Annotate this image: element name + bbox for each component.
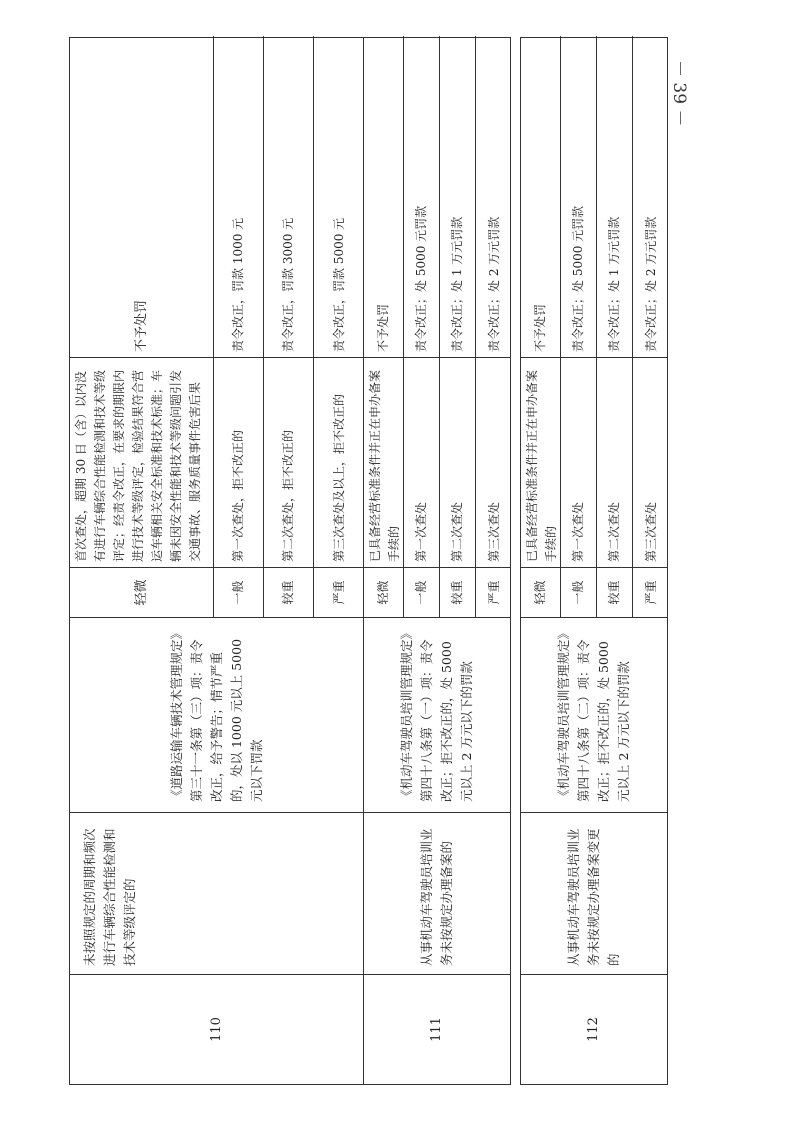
grade-condition: 已具备经营标准条件并正在申办备案手续的 (521, 357, 560, 567)
grade-condition: 第三次查处 (476, 357, 510, 567)
grade-row (633, 36, 667, 617)
legal-basis: 《机动车驾驶员培训管理规定》第四十八条第（一）项：责令改正；拒不改正的，处 5000 元以上 2 万元以下的罚款 (364, 617, 510, 812)
grade-penalty: 不予处罚 (533, 303, 547, 352)
violation-description: 未按照规定的周期和频次进行车辆综合性能检测和技术等级评定的 (70, 812, 363, 974)
grade-condition: 第三次查处 (633, 357, 667, 567)
grade-condition: 第一次查处，拒不改正的 (214, 357, 263, 567)
grade-degree: 严重 (314, 567, 363, 617)
grade-condition: 第二次查处 (440, 357, 475, 567)
grade-penalty: 责令改正；处 1 万元罚款 (607, 216, 621, 352)
grade-condition: 第二次查处，拒不改正的 (264, 357, 313, 567)
grade-condition: 第二次查处 (597, 357, 632, 567)
grade-penalty: 责令改正；处 2 万元罚款 (643, 216, 658, 352)
grade-degree: 较重 (440, 567, 475, 617)
grade-penalty: 责令改正，罚款 3000 元 (281, 217, 295, 352)
grade-row (264, 36, 314, 617)
grade-degree: 一般 (404, 567, 439, 617)
grade-penalty: 责令改正；处 1 万元罚款 (450, 216, 464, 352)
grade-penalty: 责令改正，罚款 1000 元 (231, 217, 245, 352)
grade-degree: 一般 (561, 567, 596, 617)
grade-penalty: 责令改正；处 2 万元罚款 (486, 216, 501, 352)
grade-condition: 已具备经营标准条件并正在申办备案手续的 (364, 357, 403, 567)
item-number: 111 (364, 974, 510, 1084)
table-row (363, 37, 511, 1085)
grade-degree: 较重 (597, 567, 632, 617)
grade-row (561, 36, 597, 617)
legal-basis: 《机动车驾驶员培训管理规定》第四十八条第（二）项：责令改正；拒不改正的，处 5000 元以上 2 万元以下的罚款 (521, 617, 667, 812)
legal-basis: 《道路运输车辆技术管理规定》第三十一条第（三）项：责令改正，给予警告；情节严重的，处以 1000 元以上 5000 元以下罚款 (70, 617, 363, 812)
item-number: 112 (521, 974, 667, 1084)
grade-condition: 第一次查处 (404, 357, 439, 567)
grade-penalty: 不予处罚 (134, 299, 149, 352)
grade-penalty: 不予处罚 (376, 303, 390, 352)
grade-degree: 轻微 (70, 567, 213, 617)
grade-degree: 一般 (214, 567, 263, 617)
violation-description: 从事机动车驾驶员培训业务未按规定办理备案变更的 (521, 812, 667, 974)
penalty-table (69, 37, 699, 1085)
page-number: － 39 － (669, 59, 689, 127)
grade-degree: 轻微 (521, 567, 560, 617)
grade-degree: 轻微 (364, 567, 403, 617)
grade-row (404, 36, 440, 617)
grade-degree: 严重 (476, 567, 510, 617)
grade-table (364, 36, 510, 617)
grade-row (521, 36, 561, 617)
grade-row (440, 36, 476, 617)
grade-row (364, 36, 404, 617)
grade-row (214, 36, 264, 617)
grade-row (597, 36, 633, 617)
table-row (69, 37, 364, 1085)
grade-degree: 较重 (264, 567, 313, 617)
item-number: 110 (70, 974, 363, 1084)
grade-row (70, 36, 214, 617)
grade-penalty: 责令改正；处 5000 元罚款 (571, 205, 585, 352)
grade-table (70, 36, 363, 617)
grade-penalty: 责令改正；处 5000 元罚款 (414, 205, 428, 352)
grade-degree: 严重 (633, 567, 667, 617)
grade-condition: 首次查处，超期 30 日（含）以内没有进行车辆综合性能检测和技术等级评定；经责令改正，在要求的期限内进行技术等级评定，检验结果符合营运车辆相关安全标准和技术标准；车辆未因安全性能和技术等级问题引发交通事故、服务质量事件危害后果 (70, 357, 213, 567)
violation-description: 从事机动车驾驶员培训业务未按规定办理备案的 (364, 812, 510, 974)
grade-penalty: 责令改正，罚款 5000 元 (332, 217, 346, 352)
table-row (520, 37, 668, 1085)
grade-row (314, 36, 363, 617)
grade-condition: 第三次查处及以上，拒不改正的 (314, 357, 363, 567)
grade-row (476, 36, 510, 617)
grade-condition: 第一次查处 (561, 357, 596, 567)
grade-table (521, 36, 667, 617)
